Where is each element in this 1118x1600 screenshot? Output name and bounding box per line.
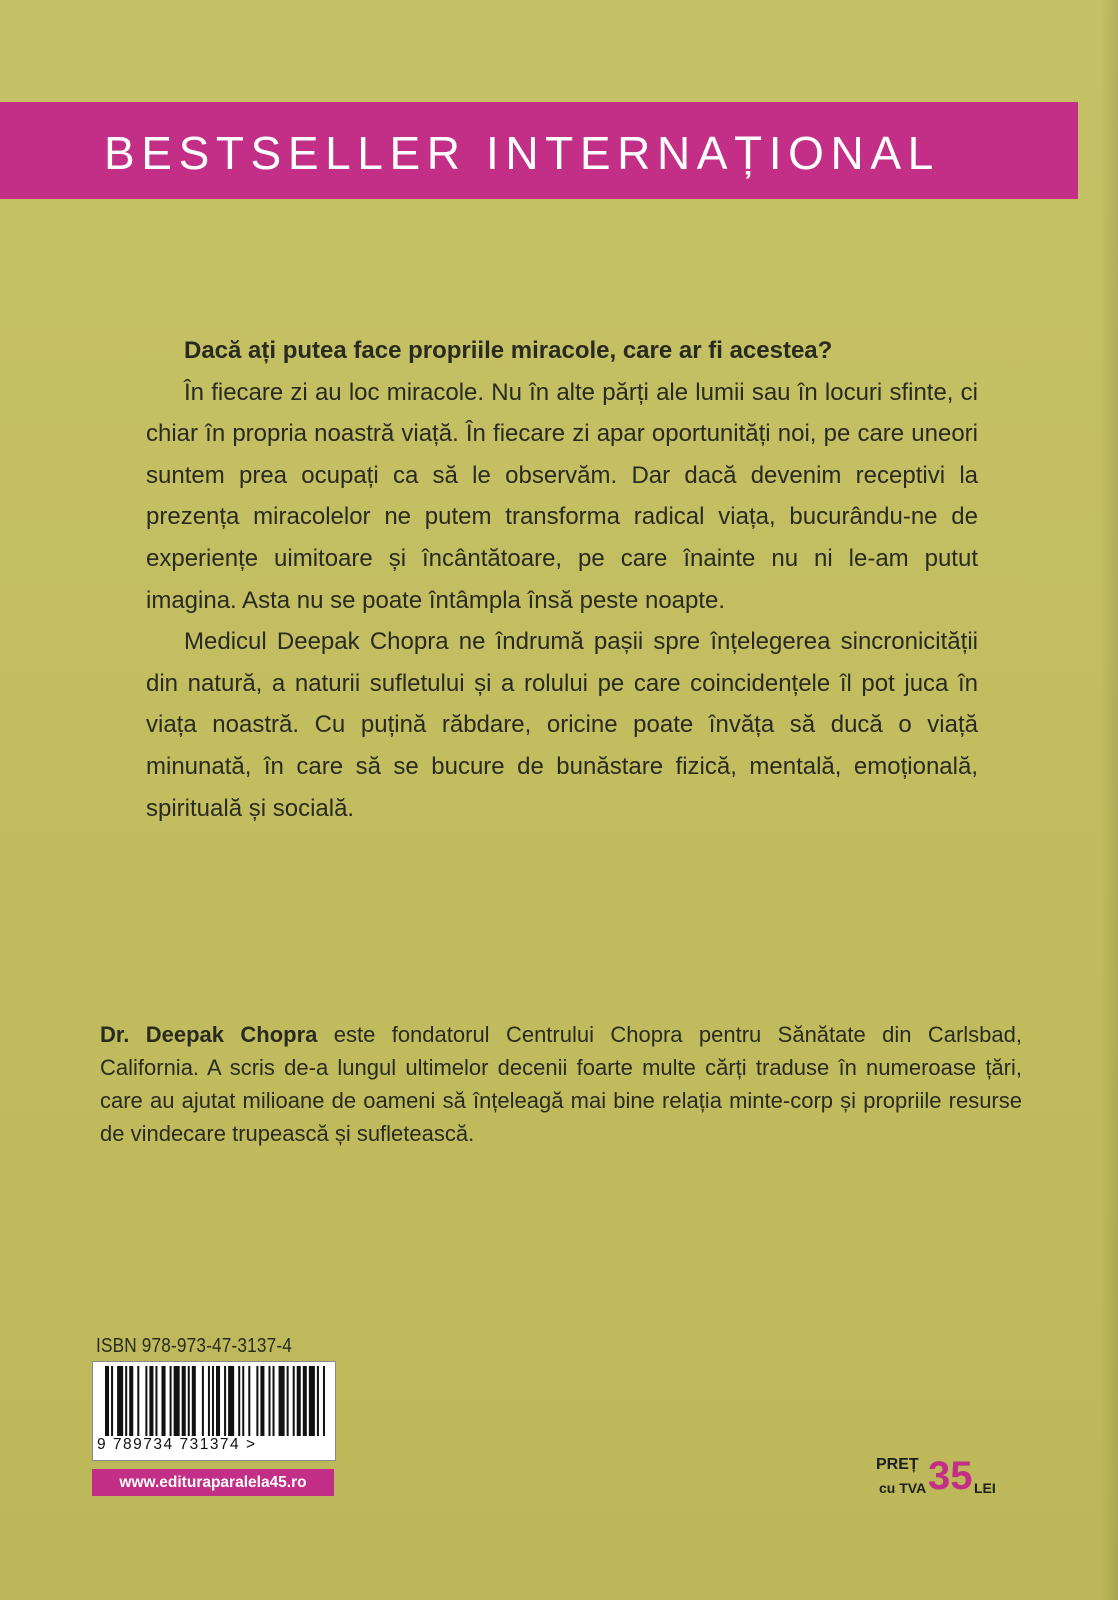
barcode-bar <box>188 1366 190 1436</box>
barcode-bar <box>273 1366 275 1436</box>
barcode-bar <box>155 1366 157 1436</box>
price-currency: LEI <box>974 1480 996 1496</box>
barcode-bar <box>256 1366 258 1436</box>
barcode-bar <box>137 1366 139 1436</box>
barcode-bar <box>287 1366 289 1436</box>
barcode-bar <box>111 1366 113 1436</box>
bestseller-banner <box>0 102 1078 199</box>
barcode-bar <box>323 1366 325 1436</box>
barcode-bar <box>170 1366 172 1436</box>
barcode-bar <box>117 1366 123 1436</box>
barcode-bar <box>228 1366 234 1436</box>
barcode-bar <box>105 1366 109 1436</box>
blurb-paragraph: Medicul Deepak Chopra ne îndrumă pașii spre înțelegerea sincronicității din natură, a naturii sufletului și a rolului pe care coincidențele îl pot juca în viața noastră. Cu puțină răbdare, oricine poate învăța să ducă o viață minunată, în care să se bucure de bunăstare fizică, mentală, emoțională, spirituală și socială. <box>146 628 978 822</box>
author-name: Dr. Deepak Chopra <box>100 1022 318 1047</box>
barcode-bar <box>297 1366 301 1436</box>
barcode-bar <box>202 1366 204 1436</box>
barcode <box>92 1361 336 1461</box>
price-label: PREȚ <box>876 1456 919 1473</box>
barcode-bar <box>174 1366 180 1436</box>
barcode-bar <box>125 1366 127 1436</box>
price-value: 35 <box>928 1454 973 1498</box>
banner-title: BESTSELLER INTERNAȚIONAL <box>104 127 940 179</box>
barcode-bar <box>293 1366 295 1436</box>
publisher-website[interactable]: www.edituraparalela45.ro <box>92 1469 334 1496</box>
cover-edge-shadow <box>1100 0 1118 1600</box>
barcode-bar <box>162 1366 166 1436</box>
barcode-bar <box>268 1366 270 1436</box>
barcode-bar <box>224 1366 226 1436</box>
barcode-bar <box>317 1366 319 1436</box>
barcode-bar <box>192 1366 196 1436</box>
blurb-heading: Dacă ați putea face propriile miracole, care ar fi acestea? <box>184 337 833 364</box>
barcode-bar <box>279 1366 285 1436</box>
barcode-bar <box>145 1366 147 1436</box>
barcode-bar <box>248 1366 250 1436</box>
barcode-bar <box>303 1366 307 1436</box>
barcode-bar <box>182 1366 186 1436</box>
price-vat-label: cu TVA <box>879 1480 927 1496</box>
barcode-digits: 9 789734 731374 > <box>97 1436 257 1453</box>
isbn-label: ISBN 978-973-47-3137-4 <box>96 1335 292 1357</box>
barcode-bar <box>212 1366 214 1436</box>
barcode-bars <box>105 1366 327 1436</box>
barcode-bar <box>149 1366 153 1436</box>
barcode-bar <box>129 1366 133 1436</box>
author-bio-text: este fondatorul Centrului Chopra pentru Sănătate din Carlsbad, California. A scris de-a lungul ultimelor decenii foarte multe cărți traduse în numeroase țări, care au ajutat milioane de oameni să înțeleagă mai bine relația minte-corp și propriile resurse de vindecare trupească și sufletească. <box>100 1022 1022 1146</box>
barcode-bar <box>216 1366 220 1436</box>
barcode-bar <box>238 1366 240 1436</box>
price-tag <box>876 1456 1016 1506</box>
barcode-bar <box>309 1366 315 1436</box>
barcode-bar <box>208 1366 210 1436</box>
author-bio <box>100 1018 1022 1150</box>
book-blurb <box>146 330 978 829</box>
barcode-bar <box>260 1366 264 1436</box>
barcode-bar <box>242 1366 244 1436</box>
blurb-paragraph: În fiecare zi au loc miracole. Nu în alte părți ale lumii sau în locuri sfinte, ci chiar în propria noastră viață. În fiecare zi apar oportunități noi, pe care uneori suntem prea ocupați ca să le observăm. Dar dacă devenim receptivi la prezența miracolelor ne putem transforma radical viața, bucurându-ne de experiențe uimitoare și încântătoare, pe care înainte nu ni le-am putut imagina. Asta nu se poate întâmpla însă peste noapte. <box>146 378 978 614</box>
